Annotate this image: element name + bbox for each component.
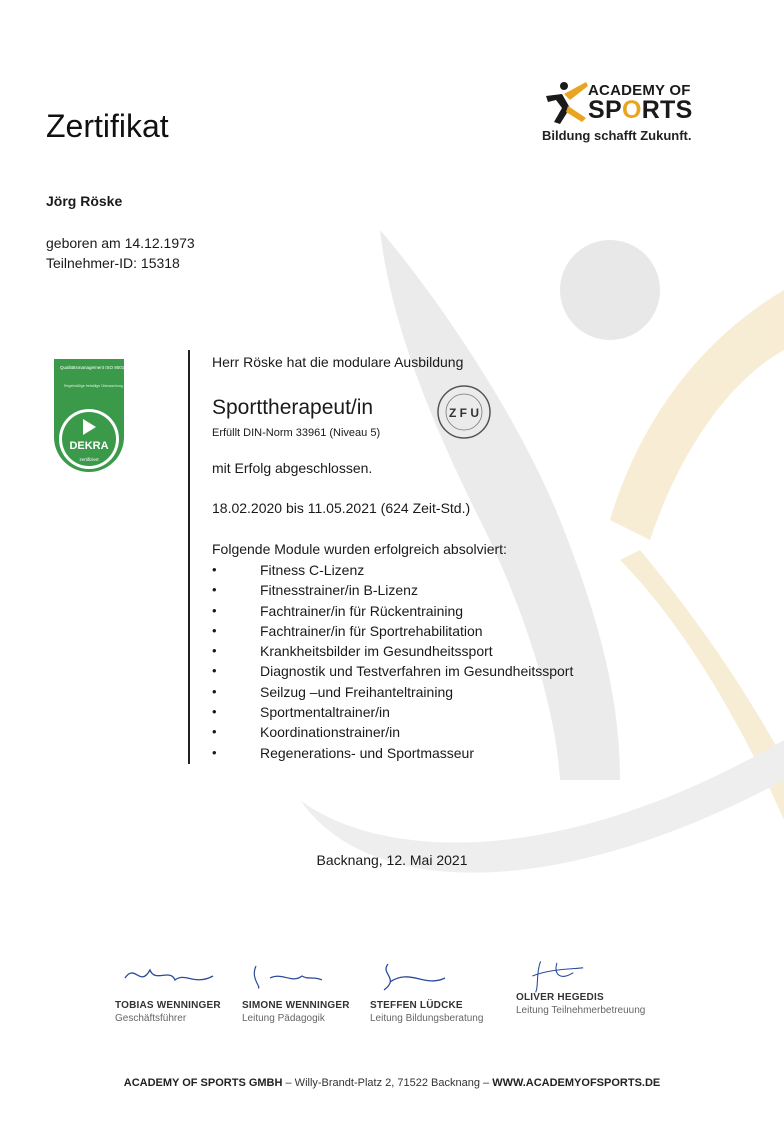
signer-name: TOBIAS WENNINGER (115, 1000, 221, 1011)
signer-name: SIMONE WENNINGER (242, 1000, 350, 1011)
badge-top-text: Qualitätsmanagement ISO 9001:2008 (60, 365, 136, 370)
signer-role: Leitung Teilnehmerbetreuung (516, 1005, 646, 1016)
place-and-date: Backnang, 12. Mai 2021 (316, 852, 468, 868)
certificate-page: Zertifikat ACADEMY OF SPORTS Bildung schafft Zukunft. Jörg Röske geboren am 14.12.1973 Teilnehmer-ID: 15318 Qualitätsmanagement ISO 9001:2008 Regelmäßige freiwillige Überwachung DEKRA zertifiziert Herr Röske hat die modulare Ausbildung Sporttherapeut/in Erfüllt DIN-Norm 33961 (Niveau 5) mit Erfolg abgeschlossen. 18.02.2020 bis 11.05.2021 (624 Zeit-Std.) Folgende Module wurden erfolgreich absolviert: • Fitness C-Lizenz • Fitnesstrainer/in B-Lizenz • Fachtrainer/in für Rückentraining • Fachtrainer/in für Sportrehabilitation • Krankheitsbilder im Gesundheitssport • Diagnostik und Testverfahren im Gesundheitssport • Seilzug –und Freihanteltraining • Sportmentaltrainer/in • Koordinationstrainer/in • Regenerations- und Sportmasseur Z F U Backnang, 12. Mai 2021 TOBIAS WENNINGER Geschäftsführer SIMONE WENNINGER Leitung Pädagogik STEFFEN LÜDCKE Leitung Bildungsberatung OLIVER HEGEDIS Leitung Teilnehmerbetreuung ACADEMY OF SPORTS GMBH – Willy-Brandt-Platz 2, 71522 Backnang – WWW.ACADEMYOFSPORTS.DE (0, 0, 784, 1139)
badge-brand: DEKRA (69, 440, 109, 452)
handwritten-signature (370, 958, 460, 994)
signer-role: Leitung Bildungsberatung (370, 1013, 484, 1024)
footer (0, 1077, 784, 1089)
signature-block (242, 958, 350, 1024)
zfu-letters: Z F U (449, 406, 479, 420)
zfu-stamp (434, 384, 494, 440)
runner-logo-icon (540, 78, 590, 128)
logo-line-2: SPORTS (588, 96, 693, 124)
footer-address: – Willy-Brandt-Platz 2, 71522 Backnang – (282, 1077, 493, 1089)
birth-date: geboren am 14.12.1973 (46, 235, 195, 251)
dekra-badge (52, 357, 136, 477)
logo-line-1: ACADEMY OF (588, 82, 691, 99)
recipient-details (46, 233, 195, 273)
signature-block (516, 958, 645, 1016)
certificate-title: Zertifikat (46, 108, 169, 144)
signature-block (370, 958, 483, 1024)
recipient-name: Jörg Röske (46, 193, 123, 209)
signer-role: Leitung Pädagogik (242, 1013, 325, 1024)
signature-block (115, 958, 221, 1024)
handwritten-signature (115, 958, 215, 994)
norm-text: Erfüllt DIN-Norm 33961 (Niveau 5) (212, 427, 381, 439)
footer-company: ACADEMY OF SPORTS GMBH (123, 1077, 283, 1089)
academy-logo (540, 78, 700, 148)
course-period: 18.02.2020 bis 11.05.2021 (624 Zeit-Std.) (212, 500, 471, 516)
course-title: Sporttherapeut/in (212, 396, 374, 419)
signer-role: Geschäftsführer (115, 1013, 187, 1024)
vertical-divider (188, 350, 190, 764)
modules-heading: Folgende Module wurden erfolgreich absolviert: (212, 541, 507, 557)
badge-sub-text: Regelmäßige freiwillige Überwachung (64, 384, 123, 388)
signer-name: STEFFEN LÜDCKE (370, 1000, 463, 1011)
footer-website: WWW.ACADEMYOFSPORTS.DE (492, 1077, 661, 1089)
completed-text: mit Erfolg abgeschlossen. (212, 460, 373, 476)
intro-text: Herr Röske hat die modulare Ausbildung (212, 354, 464, 370)
badge-bottom: zertifiziert (79, 457, 99, 462)
participant-id: Teilnehmer-ID: 15318 (46, 255, 180, 271)
logo-tagline: Bildung schafft Zukunft. (542, 128, 692, 143)
handwritten-signature (516, 958, 606, 994)
signer-name: OLIVER HEGEDIS (516, 992, 604, 1003)
handwritten-signature (242, 958, 332, 994)
